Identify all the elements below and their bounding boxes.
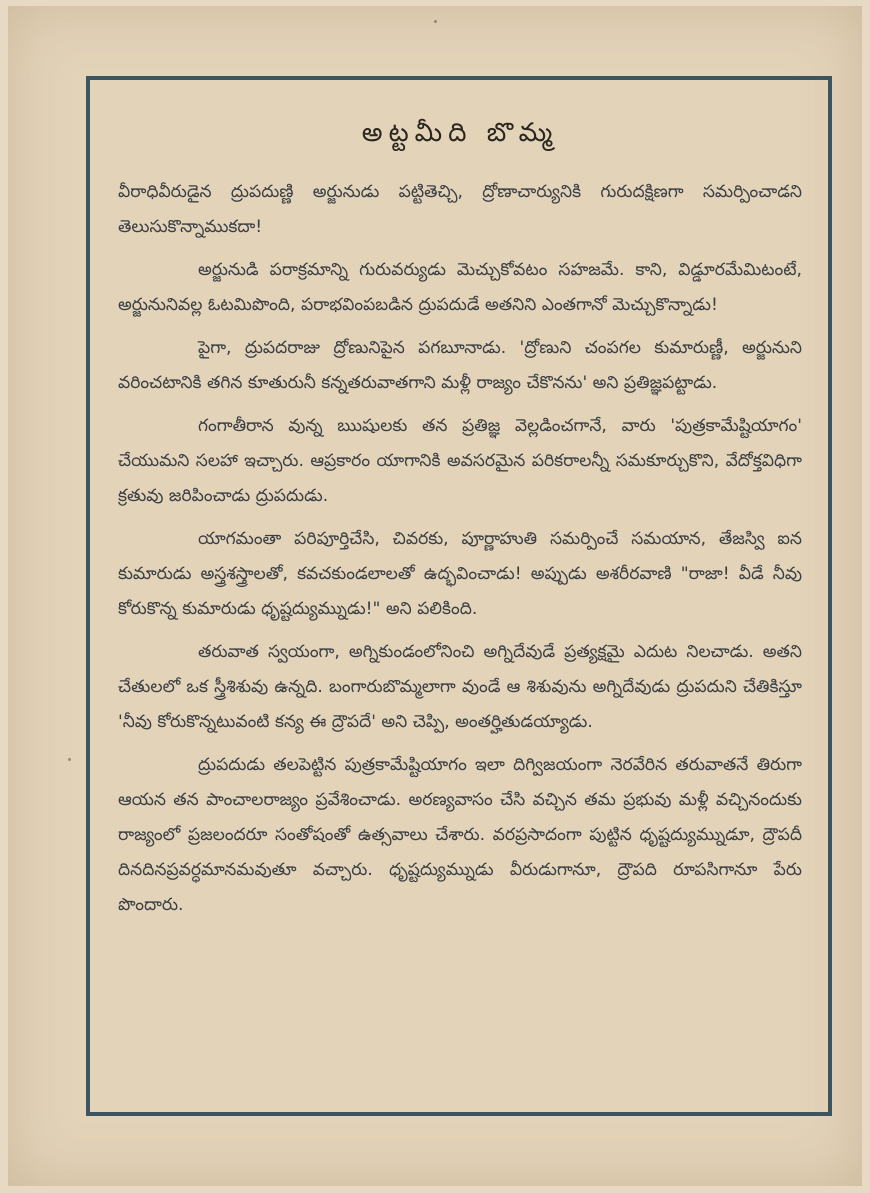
paragraph-5: యాగమంతా పరిపూర్తిచేసి, చివరకు, పూర్ణాహుతి సమర్పించే సమయాన, తేజస్వి ఐన కుమారుడు అస్త్రశస్త్రాలతో, కవచకుండలాలతో ఉద్భవించాడు! అప్పుడు అశరీరవాణి "రాజా! వీడే నీవు కోరుకొన్న కుమారుడు ధృష్టద్యుమ్నుడు!" అని పలికింది. — [118, 529, 802, 620]
paper-speck — [68, 758, 71, 761]
story-title: అట్టమీది బొమ్మ — [361, 118, 559, 148]
page-border-frame — [86, 76, 832, 1116]
paragraph-7: ద్రుపదుడు తలపెట్టిన పుత్రకామేష్టియాగం ఇలా దిగ్విజయంగా నెరవేరిన తరువాతనే తిరుగా ఆయన తన పాంచాలరాజ్యం ప్రవేశించాడు. అరణ్యవాసం చేసి వచ్చిన తమ ప్రభువు మళ్లీ వచ్చినందుకు రాజ్యంలో ప్రజలందరూ సంతోషంతో ఉత్సవాలు చేశారు. వరప్రసాదంగా పుట్టిన ధృష్టద్యుమ్నుడూ, ద్రౌపదీ దినదినప్రవర్ధమానమవుతూ వచ్చారు. ధృష్టద్యుమ్నుడు వీరుడుగానూ, ద్రౌపది రూపసిగానూ పేరు పొందారు. — [118, 755, 802, 916]
paragraph-1: వీరాధివీరుడైన ద్రుపదుణ్ణి అర్జునుడు పట్టితెచ్చి, ద్రోణాచార్యునికి గురుదక్షిణగా సమర్పించాడని తెలుసుకొన్నాముకదా! — [118, 182, 802, 238]
paragraph-2: అర్జునుడి పరాక్రమాన్ని గురువర్యుడు మెచ్చుకోవటం సహజమే. కాని, విడ్డూరమేమిటంటే, అర్జునునివల్ల ఓటమిపొంది, పరాభవింపబడిన ద్రుపదుడే అతనిని ఎంతగానో మెచ్చుకొన్నాడు! — [118, 260, 803, 316]
page-sheet — [8, 6, 862, 1186]
paragraph-4: గంగాతీరాన వున్న ఋషులకు తన ప్రతిజ్ఞ వెల్లడించగానే, వారు 'పుత్రకామేష్టియాగం' చేయుమని సలహా ఇచ్చారు. ఆప్రకారం యాగానికి అవసరమైన పరికరాలన్నీ సమకూర్చుకొని, వేదోక్తవిధిగా క్రతువు జరిపించాడు ద్రుపదుడు. — [118, 416, 802, 507]
paragraph-6: తరువాత స్వయంగా, అగ్నికుండంలోనించి అగ్నిదేవుడే ప్రత్యక్షమై ఎదుట నిలచాడు. అతని చేతులలో ఒక స్త్రీశిశువు ఉన్నది. బంగారుబొమ్మలాగా వుండే ఆ శిశువును అగ్నిదేవుడు ద్రుపదుని చేతికిస్తూ 'నీవు కోరుకొన్నటువంటి కన్య ఈ ద్రౌపదే' అని చెప్పి, అంతర్హితుడయ్యాడు. — [118, 642, 802, 733]
paragraph-3: పైగా, ద్రుపదరాజు ద్రోణునిపైన పగబూనాడు. 'ద్రోణుని చంపగల కుమారుణ్ణీ, అర్జునుని వరించటానికి తగిన కూతురునీ కన్నతరువాతగాని మళ్లీ రాజ్యం చేకొనను' అని ప్రతిజ్ఞపట్టాడు. — [118, 338, 802, 394]
paper-speck — [434, 20, 437, 23]
